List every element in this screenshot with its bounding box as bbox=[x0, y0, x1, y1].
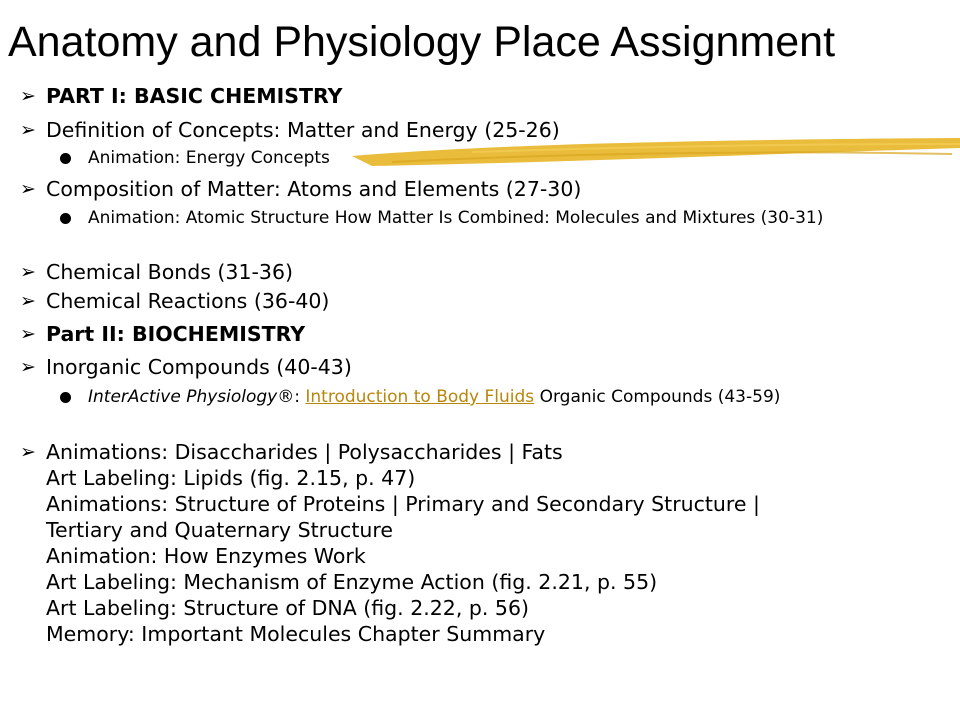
round-bullet-icon bbox=[60, 213, 71, 224]
arrow-bullet-icon: ➢ bbox=[20, 178, 36, 200]
animations-line: Animations: Disaccharides | Polysaccharides | Fats bbox=[46, 440, 563, 464]
arrow-bullet-icon: ➢ bbox=[20, 119, 36, 141]
animations-line: Art Labeling: Mechanism of Enzyme Action (fig. 2.21, p. 55) bbox=[46, 570, 658, 594]
organic-compounds-text: Organic Compounds (43-59) bbox=[534, 387, 781, 407]
chemical-reactions-text: Chemical Reactions (36-40) bbox=[46, 289, 330, 313]
arrow-bullet-icon: ➢ bbox=[20, 85, 36, 107]
outline-item-matter-energy bbox=[18, 117, 933, 144]
outline-item-part2 bbox=[18, 321, 933, 348]
inorganic-text: Inorganic Compounds (40-43) bbox=[46, 355, 352, 379]
composition-text: Composition of Matter: Atoms and Elements (27-30) bbox=[46, 177, 582, 201]
outline-item-part1 bbox=[18, 83, 933, 110]
outline-item-animations bbox=[18, 439, 933, 647]
arrow-bullet-icon: ➢ bbox=[20, 441, 36, 463]
atomic-structure-text: Animation: Atomic Structure How Matter Is Combined: Molecules and Mixtures (30-31) bbox=[88, 208, 824, 228]
energy-concepts-text: Animation: Energy Concepts bbox=[88, 148, 330, 168]
animations-line: Art Labeling: Lipids (fig. 2.15, p. 47) bbox=[46, 466, 416, 490]
animations-line: Animation: How Enzymes Work bbox=[46, 544, 366, 568]
outline-item-composition bbox=[18, 176, 933, 203]
animations-line: Memory: Important Molecules Chapter Summary bbox=[46, 622, 546, 646]
arrow-bullet-icon: ➢ bbox=[20, 290, 36, 312]
part1-heading: PART I: BASIC CHEMISTRY bbox=[46, 84, 343, 108]
animations-line: Animations: Structure of Proteins | Primary and Secondary Structure | bbox=[46, 492, 760, 516]
arrow-bullet-icon: ➢ bbox=[20, 323, 36, 345]
chemical-bonds-text: Chemical Bonds (31-36) bbox=[46, 260, 294, 284]
outline-item-inorganic bbox=[18, 354, 933, 381]
slide-title: Anatomy and Physiology Place Assignment bbox=[8, 18, 836, 66]
interactive-physiology-label: InterActive Physiology® bbox=[88, 387, 295, 407]
sub-item-energy-concepts bbox=[60, 147, 935, 169]
sub-item-atomic-structure bbox=[60, 207, 935, 229]
round-bullet-icon bbox=[60, 153, 71, 164]
sub-item-interactive-physiology bbox=[60, 386, 935, 408]
matter-energy-text: Definition of Concepts: Matter and Energy (25-26) bbox=[46, 118, 560, 142]
animations-block bbox=[46, 439, 933, 647]
arrow-bullet-icon: ➢ bbox=[20, 356, 36, 378]
outline-item-chemical-bonds bbox=[18, 259, 933, 286]
colon-separator: : bbox=[294, 387, 306, 407]
animations-line: Tertiary and Quaternary Structure bbox=[46, 518, 393, 542]
interactive-physiology-line bbox=[88, 386, 935, 408]
round-bullet-icon bbox=[60, 392, 71, 403]
arrow-bullet-icon: ➢ bbox=[20, 261, 36, 283]
outline-item-chemical-reactions bbox=[18, 288, 933, 315]
animations-line: Art Labeling: Structure of DNA (fig. 2.22, p. 56) bbox=[46, 596, 530, 620]
part2-heading: Part II: BIOCHEMISTRY bbox=[46, 322, 306, 346]
body-fluids-link[interactable]: Introduction to Body Fluids bbox=[305, 387, 535, 407]
